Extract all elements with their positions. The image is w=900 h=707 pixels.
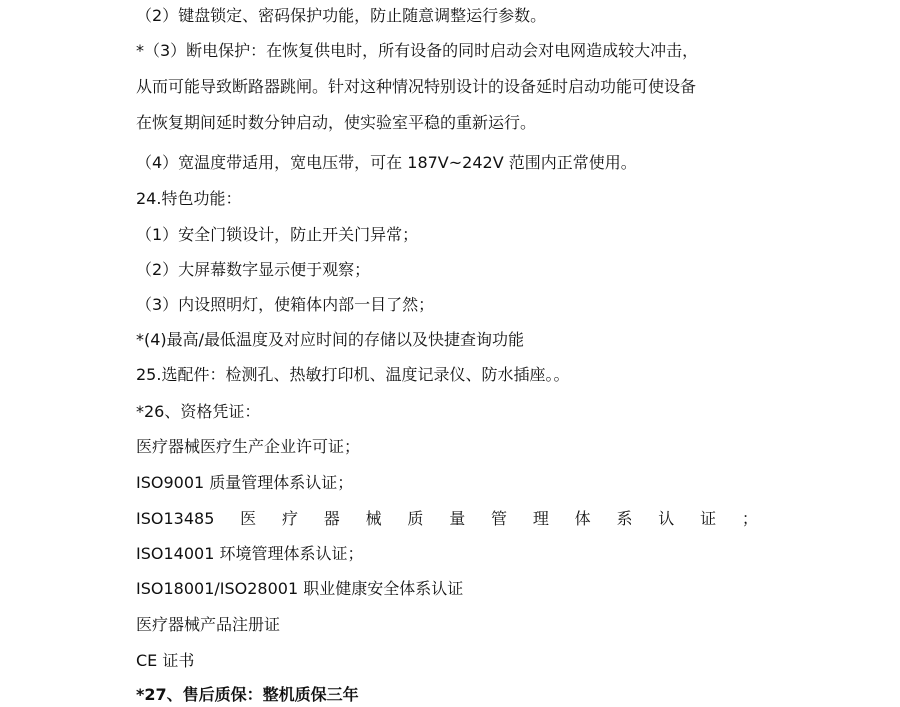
iso13485-char: 体 — [574, 509, 591, 528]
voltage-range-item: （4）宽温度带适用，宽电压带，可在 187V~242V 范围内正常使用。 — [136, 153, 637, 172]
iso9001-cert: ISO9001 质量管理体系认证； — [136, 473, 354, 492]
iso13485-char: 质 — [407, 509, 424, 528]
power-failure-continued: 从而可能导致断路器跳闸。针对这种情况特别设计的设备延时启动功能可使设备 — [136, 77, 697, 96]
lighting-item: （3）内设照明灯，使箱体内部一目了然； — [136, 295, 435, 314]
iso13485-char: 疗 — [281, 509, 298, 528]
manufacturing-license: 医疗器械医疗生产企业许可证； — [136, 437, 361, 456]
iso13485-char: 理 — [532, 509, 549, 528]
iso13485-code: ISO13485 — [136, 509, 215, 528]
iso13485-char: 证 — [700, 509, 717, 528]
iso13485-char: 量 — [449, 509, 466, 528]
iso13485-char: 认 — [658, 509, 675, 528]
product-registration-cert: 医疗器械产品注册证 — [136, 615, 281, 634]
iso13485-char: 械 — [365, 509, 382, 528]
keyboard-lock-item: （2）键盘锁定、密码保护功能，防止随意调整运行参数。 — [136, 6, 547, 25]
display-item: （2）大屏幕数字显示便于观察； — [136, 260, 371, 279]
special-features-heading: 24.特色功能： — [136, 189, 242, 208]
iso13485-cert — [136, 508, 758, 530]
warranty-heading: *27、售后质保：整机质保三年 — [136, 685, 359, 704]
door-lock-item: （1）安全门锁设计，防止开关门异常； — [136, 225, 419, 244]
power-failure-item: *（3）断电保护：在恢复供电时，所有设备的同时启动会对电网造成较大冲击， — [136, 41, 699, 60]
iso13485-char: ； — [741, 509, 758, 528]
iso13485-char: 系 — [616, 509, 633, 528]
iso14001-cert: ISO14001 环境管理体系认证； — [136, 544, 364, 563]
temperature-storage-item: *(4)最高/最低温度及对应时间的存储以及快捷查询功能 — [136, 330, 525, 349]
ce-cert: CE 证书 — [136, 651, 195, 670]
iso13485-char: 管 — [491, 509, 508, 528]
iso18001-cert: ISO18001/ISO28001 职业健康安全体系认证 — [136, 579, 464, 598]
iso13485-char: 器 — [323, 509, 340, 528]
qualifications-heading: *26、资格凭证： — [136, 402, 261, 421]
accessories-item: 25.选配件：检测孔、热敏打印机、温度记录仪、防水插座。。 — [136, 365, 570, 384]
power-failure-continued-2: 在恢复期间延时数分钟启动，使实验室平稳的重新运行。 — [136, 113, 537, 132]
iso13485-char: 医 — [240, 509, 257, 528]
